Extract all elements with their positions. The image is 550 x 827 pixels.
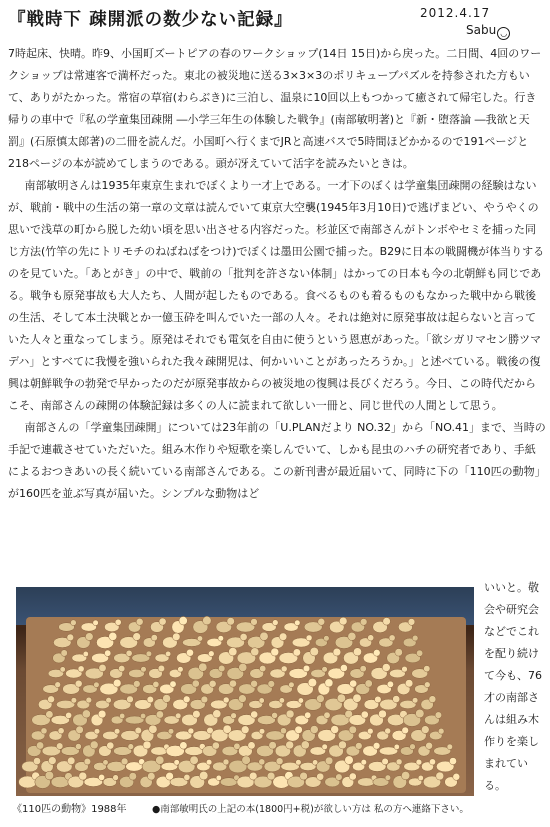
wooden-animal — [113, 744, 133, 756]
wooden-animal — [83, 682, 100, 693]
wooden-animal — [48, 667, 65, 678]
wooden-animal — [220, 775, 239, 786]
wooden-animal — [392, 727, 409, 741]
wooden-animal — [121, 727, 142, 740]
wooden-animal — [218, 648, 237, 665]
wooden-animal — [163, 633, 181, 648]
wooden-animal — [397, 680, 413, 695]
wooden-animal — [77, 697, 92, 709]
author-signature — [466, 23, 510, 40]
wooden-animal — [110, 665, 125, 678]
wooden-animal — [226, 633, 247, 648]
wooden-animal — [286, 726, 303, 741]
wooden-animal — [81, 620, 98, 631]
wooden-animal — [436, 758, 456, 772]
paragraph-3: 南部さんの「学童集団疎開」については23年前の「U.PLANだより NO.32」から「NO.41」まで、当時の手記で連載させていただいた。組み木作りや短歌を楽しんでいて、しかも昆虫のハチの研究者であり、手紙によるおつきあいの長く続いている南部さんである。この新刊書が最近届いて、同時に下の「110匹の動物」が160匹を並ぶ写真が届いた。シンプルな動物はど — [8, 421, 546, 500]
wooden-animal — [43, 682, 61, 694]
wooden-animal — [373, 618, 391, 633]
wooden-animal — [328, 664, 348, 679]
wooden-animal — [61, 744, 81, 756]
wooden-animal — [269, 698, 285, 709]
wooden-animal — [172, 617, 188, 634]
wooden-animal — [359, 635, 374, 648]
wooden-animals-photo — [16, 587, 474, 796]
wooden-animal — [185, 744, 206, 756]
wooden-animal — [256, 742, 276, 757]
wooden-animal — [209, 665, 225, 678]
wooden-animal — [262, 620, 278, 632]
wooden-animal — [210, 697, 229, 709]
wooden-animal — [104, 619, 121, 632]
wooden-animal — [297, 678, 317, 695]
wooden-animal — [56, 757, 75, 772]
wooden-animal — [342, 773, 357, 788]
wooden-animal — [59, 620, 77, 632]
wooden-animal — [173, 696, 190, 710]
wooden-animal — [275, 741, 294, 757]
smiley-icon: ◡ — [497, 27, 510, 40]
wooden-animal — [247, 632, 268, 649]
wooden-animal — [142, 756, 164, 773]
wooden-animal — [208, 775, 222, 786]
wooden-animal — [238, 742, 255, 757]
footnote: ●南部敏明氏の上記の本(1800円+税)が欲しい方は 私の方へ連絡下さい。 — [152, 804, 469, 815]
wooden-animal — [201, 680, 217, 694]
wooden-animal — [182, 710, 201, 725]
wooden-animal — [56, 698, 76, 709]
wooden-animal — [238, 711, 258, 726]
wooden-animal — [216, 618, 235, 633]
wooden-animal — [38, 696, 54, 710]
wooden-animal — [107, 758, 128, 772]
wooden-animal — [73, 710, 91, 726]
wooden-animal — [325, 694, 346, 711]
wooden-animal — [403, 635, 418, 647]
wooden-animal — [358, 728, 373, 740]
wooden-animal — [329, 617, 347, 633]
wooden-animal — [100, 679, 121, 695]
wooden-animal — [229, 756, 251, 773]
wooden-animal — [42, 743, 63, 756]
wooden-animal — [305, 695, 325, 711]
wooden-animal — [175, 728, 194, 740]
wooden-animal — [155, 651, 171, 662]
wooden-animal — [434, 744, 453, 755]
wooden-animal — [412, 666, 430, 679]
wooden-animal — [182, 636, 202, 647]
wooden-animal — [379, 744, 399, 755]
wooden-animal — [364, 696, 381, 709]
wooden-animal — [75, 758, 91, 771]
wooden-animal — [193, 616, 211, 633]
wooden-animal — [254, 772, 275, 788]
wooden-animal — [72, 651, 89, 662]
wooden-animal — [188, 663, 207, 680]
wooden-animal — [356, 680, 373, 695]
wooden-animal — [27, 742, 43, 757]
photo-caption: 《110匹の動物》1988年 — [12, 804, 127, 815]
wooden-animal-figures — [16, 587, 474, 796]
wooden-animal — [128, 618, 143, 632]
wooden-animal — [279, 649, 301, 664]
wooden-animal — [418, 742, 433, 756]
wooden-animal — [408, 775, 423, 786]
wooden-animal — [295, 712, 311, 725]
wooden-animal — [323, 648, 341, 664]
wooden-animal — [114, 650, 133, 663]
wooden-animal — [387, 759, 403, 771]
wooden-animal — [91, 710, 106, 726]
wooden-animal — [227, 663, 247, 679]
wooden-animal — [289, 665, 310, 678]
wooden-animal — [141, 725, 157, 742]
wooden-animal — [286, 698, 304, 709]
wooden-animal — [41, 757, 56, 773]
wooden-animal — [393, 771, 410, 788]
wooden-animal — [335, 632, 356, 648]
wooden-animal — [149, 665, 165, 678]
wooden-animal — [125, 713, 146, 724]
wooden-animal — [380, 696, 400, 710]
wooden-animal — [222, 743, 240, 756]
wooden-animal — [363, 649, 380, 663]
wooden-animal — [164, 713, 181, 724]
wooden-animal — [311, 667, 328, 678]
wooden-animal — [363, 742, 380, 756]
wooden-animal — [190, 771, 208, 788]
wooden-animal — [92, 650, 111, 663]
wooden-animal — [310, 744, 328, 755]
wooden-animal — [280, 682, 294, 693]
wooden-animal — [176, 649, 193, 663]
wooden-animal — [351, 619, 367, 633]
author-name: Sabu — [466, 23, 497, 37]
wooden-animal — [337, 680, 357, 694]
wooden-animal — [338, 726, 357, 741]
wooden-animal — [99, 742, 114, 756]
wooden-animal — [237, 772, 257, 788]
wooden-animal — [166, 742, 187, 757]
wooden-animal — [264, 758, 283, 772]
wooden-animal — [405, 650, 423, 663]
wooden-animal — [204, 710, 221, 727]
wooden-animal — [178, 756, 198, 773]
wooden-animal — [77, 633, 94, 649]
wooden-animal — [126, 759, 145, 772]
wooden-animal — [387, 649, 403, 664]
wooden-animal — [421, 759, 435, 771]
wooden-animal — [203, 742, 220, 756]
wooden-animal — [257, 681, 275, 695]
wooden-animal — [160, 681, 177, 694]
wooden-animal — [223, 713, 237, 725]
wooden-animal — [249, 698, 265, 709]
wooden-animal — [343, 694, 361, 711]
wooden-animal — [95, 697, 111, 708]
wooden-animal — [213, 759, 230, 771]
wooden-animal — [22, 758, 41, 772]
wooden-animal — [377, 728, 391, 740]
wooden-animal — [96, 632, 117, 648]
wooden-animal — [31, 728, 47, 740]
wooden-animal — [250, 665, 266, 678]
wooden-animal — [346, 743, 362, 757]
wooden-animal — [423, 772, 444, 788]
paragraph-2: 南部敏明さんは1935年東京生まれでぼくより一才上である。一才下のぼくは学童集団疎開の経験はないが、戦前・戦中の生活の第一章の文章は読んでいて東京大空襲(1945年3月10日)で逃げまどい、やうやくの思いで浅草の町から脱した幼い頃を思い出させる内容だった。杉並区で南部さんがトンボやセミを捕った同じ方法(竹竿の先にトリモチのねばねばをつけ)でぼくは墨田公園で捕った。B29に日本の戦闘機が体当りするのを見ていた。「あとがき」の中で、戦前の「批判を許さない体制」はかっての日本も今の北朝鮮も同じである。戦争も原発事故も大人たち、人間が起したものである。食べるものも着るものもなかった戦中から戦後の生活、そして本土決戦とか一億玉砕を叫んでいた一部の人々。それは絶対に原発事故は起らないと言っていた人々と重なってしまう。原発はそれでも電気を自由に使うという恩恵があった。「欲シガリマセン勝ツマデハ」とすべてに我慢を強いられた我々疎開児は、何かいいことがあったろうか。」と述べている。戦後の復興は朝鮮戦争の勃発で早かったのだが原発事故からの被災地の復興は長びくだろう。今日、この時代だからこそ、南部さんの疎開の体験記録は多くの人に読まれて欲しい一冊と、同じ世代の人間として思う。 — [8, 179, 545, 412]
wooden-animal — [377, 681, 394, 694]
wooden-animal — [120, 633, 141, 649]
wooden-animal — [94, 760, 109, 771]
wooden-animal — [281, 760, 301, 771]
wooden-animal — [304, 618, 325, 632]
wooden-animal — [181, 680, 200, 694]
wooden-animal — [154, 695, 171, 711]
wooden-animal — [300, 760, 318, 771]
wooden-animal — [266, 728, 287, 741]
wooden-animal — [305, 773, 324, 787]
side-text: いいと。敬会や研究会などでこれを配り続けて今も、76才の南部さんは組み木作りを楽しまれている。 — [484, 581, 542, 792]
wooden-animal — [421, 696, 436, 710]
wooden-animal — [316, 757, 333, 772]
wooden-animal — [251, 729, 265, 740]
wooden-animal — [368, 758, 388, 771]
wooden-animal — [400, 744, 415, 756]
wooden-animal — [49, 728, 64, 741]
wooden-animal — [445, 773, 460, 787]
wooden-animal — [197, 651, 214, 663]
wooden-animal — [53, 650, 68, 663]
wooden-animal — [32, 711, 54, 726]
wooden-animal — [120, 681, 141, 695]
wooden-animal — [270, 666, 287, 678]
wooden-animal — [133, 741, 151, 757]
wooden-animal — [371, 664, 390, 680]
wooden-animal — [157, 729, 174, 740]
wooden-animal — [271, 633, 287, 648]
wooden-animal — [318, 679, 333, 695]
wooden-animal — [303, 647, 319, 664]
wooden-animal — [193, 727, 214, 740]
wooden-animal — [113, 696, 133, 710]
wooden-animal — [236, 619, 257, 633]
wooden-animal — [316, 712, 330, 725]
wooden-animal — [143, 681, 159, 693]
wooden-animal — [239, 680, 258, 694]
wooden-animal — [343, 648, 361, 665]
wooden-animal — [398, 619, 415, 633]
wooden-animal — [411, 726, 429, 742]
wooden-animal — [140, 773, 155, 788]
wooden-animal — [429, 728, 444, 740]
wooden-animal — [119, 773, 136, 788]
diary-body — [8, 43, 546, 505]
wooden-animal — [83, 741, 99, 757]
wooden-animal — [370, 710, 387, 726]
wooden-animal — [53, 634, 73, 648]
wooden-animal — [329, 741, 347, 757]
wooden-animal — [257, 712, 277, 724]
wooden-animal — [197, 759, 212, 770]
wooden-animal — [350, 666, 367, 679]
wooden-animal — [169, 667, 183, 678]
wooden-animal — [63, 680, 83, 694]
wooden-animal — [190, 696, 208, 709]
wooden-animal — [111, 713, 125, 724]
paragraph-1: 7時起床、快晴。昨9、小国町ズートピアの春のワークショップ(14日 15日)から戻った。二日間、4回のワークショップは常連客で満杯だった。東北の被災地に送る3×3×3のポリキューブパズルを持参された方もいて、ありがたかった。常宿の草宿(わらぶき)に三泊し、温泉に10回以上もつかって癒されて帰宅した。行き帰りの車中で『私の学童集団疎開 ―小学三年生の体験した戦争』(南部敏明著)と『新・堕落論 ―我欲と天罰』(石原慎太郎著)の二冊を読んだ。小国町へ行くまでJRと高速バスで5時間ほどかかるので191ページと218ページの本が読めてしまうのである。頭が冴えていて活字を読みたいときは。 — [8, 47, 542, 170]
wooden-animal — [51, 712, 72, 724]
wooden-animal — [85, 664, 106, 679]
wooden-animal — [292, 635, 312, 647]
wooden-animal — [293, 741, 309, 757]
wooden-animal — [68, 726, 84, 741]
wooden-animal — [315, 636, 329, 647]
wooden-animal — [218, 680, 236, 694]
page-title: 『戦時下 疎開派の数少ない記録』 — [8, 10, 293, 30]
wooden-animal — [237, 648, 259, 665]
wooden-animal — [415, 682, 431, 694]
wooden-animal — [325, 774, 343, 787]
wooden-animal — [277, 710, 294, 726]
wooden-animal — [129, 667, 147, 678]
wooden-animal — [389, 666, 407, 678]
wooden-animal — [132, 651, 152, 662]
wooden-animal — [103, 729, 120, 740]
wooden-animal — [318, 726, 339, 742]
wooden-animal — [85, 729, 100, 740]
wooden-animal — [352, 759, 366, 770]
wooden-animal — [259, 648, 279, 664]
entry-date: 2012.4.17 — [420, 6, 491, 20]
wooden-animal — [66, 666, 85, 678]
wooden-animal — [379, 635, 396, 647]
wooden-animal — [135, 696, 154, 709]
wooden-animal — [145, 711, 164, 726]
wooden-animal — [302, 726, 318, 742]
wooden-animal — [228, 695, 246, 711]
wooden-animal — [284, 620, 300, 631]
wooden-animal — [400, 698, 418, 709]
wooden-animal — [143, 635, 157, 648]
wooden-animal — [424, 712, 441, 725]
wooden-animal — [207, 636, 224, 647]
wooden-animal — [150, 618, 166, 632]
wooden-animal — [335, 756, 354, 773]
wooden-animal — [404, 759, 422, 771]
wooden-animal — [103, 775, 119, 787]
